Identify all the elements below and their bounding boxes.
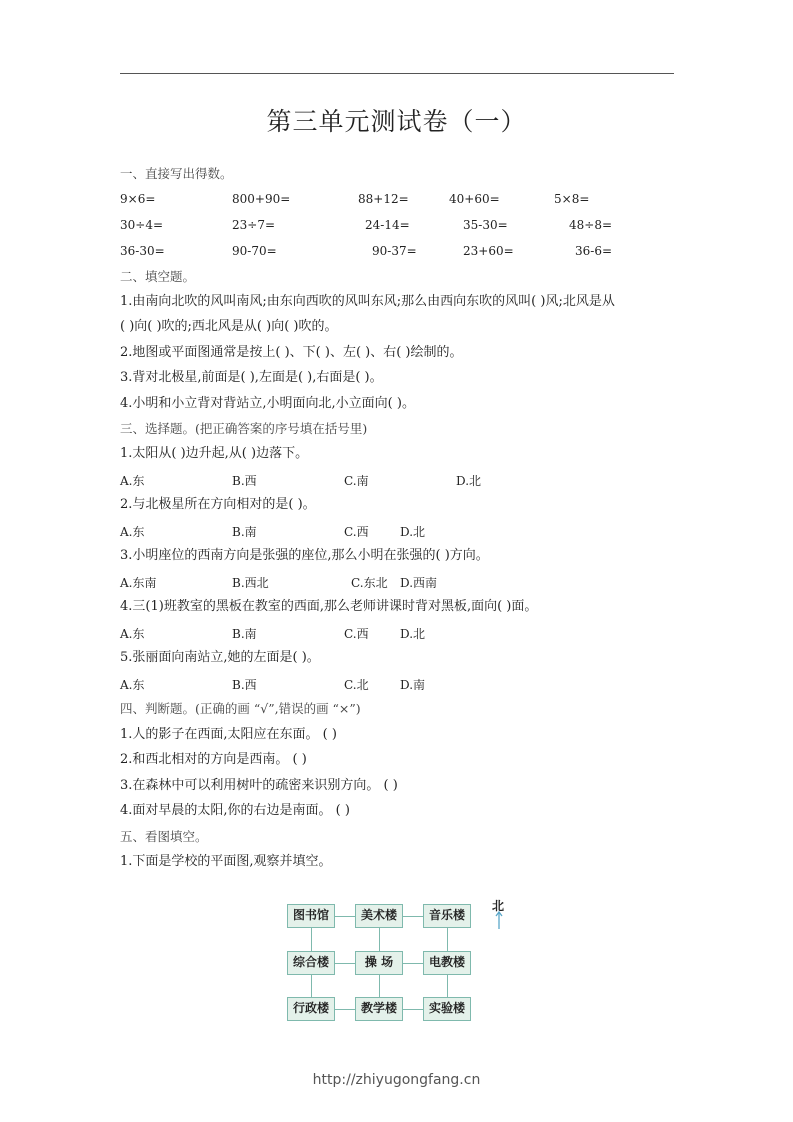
choice-option: B.南 <box>232 525 257 539</box>
section-1-heading: 一、直接写出得数。 <box>120 166 233 181</box>
calc-item: 800+90= <box>232 192 291 206</box>
playground: 操 场 <box>355 951 403 975</box>
choice-option: A.东 <box>120 627 145 641</box>
judge-question: 4.面对早晨的太阳,你的右边是南面。 ( ) <box>120 803 350 818</box>
connector-line <box>403 1009 423 1010</box>
choice-question: 2.与北极星所在方向相对的是( )。 <box>120 497 316 512</box>
choice-option: A.东 <box>120 525 145 539</box>
choice-option: C.西 <box>344 525 369 539</box>
judge-question: 3.在森林中可以利用树叶的疏密来识别方向。 ( ) <box>120 778 398 793</box>
building-library: 图书馆 <box>287 904 335 928</box>
calc-item: 24-14= <box>365 218 410 232</box>
choice-option: B.西 <box>232 678 257 692</box>
calc-item: 9×6= <box>120 192 156 206</box>
calc-item: 48÷8= <box>569 218 613 232</box>
choice-option: B.西 <box>232 474 257 488</box>
connector-line <box>447 928 448 951</box>
choice-option: D.南 <box>400 678 426 692</box>
judge-question: 1.人的影子在西面,太阳应在东面。 ( ) <box>120 727 337 742</box>
connector-line <box>403 963 423 964</box>
north-arrow-icon <box>493 910 505 930</box>
connector-line <box>335 1009 355 1010</box>
calc-item: 35-30= <box>463 218 508 232</box>
choice-question: 4.三(1)班教室的黑板在教室的西面,那么老师讲课时背对黑板,面向( )面。 <box>120 599 538 614</box>
building-lab: 实验楼 <box>423 997 471 1021</box>
connector-line <box>335 916 355 917</box>
section-2-heading: 二、填空题。 <box>120 269 196 284</box>
connector-line <box>379 928 380 951</box>
connector-line <box>311 928 312 951</box>
building-av: 电教楼 <box>423 951 471 975</box>
choice-option: B.西北 <box>232 576 269 590</box>
fill-question: 2.地图或平面图通常是按上( )、下( )、左( )、右( )绘制的。 <box>120 345 463 360</box>
choice-option: C.东北 <box>351 576 388 590</box>
north-label: 北 <box>492 899 505 913</box>
footer-url: http://zhiyugongfang.cn <box>312 1072 481 1088</box>
choice-option: A.东南 <box>120 576 157 590</box>
choice-option: C.南 <box>344 474 369 488</box>
calc-item: 23÷7= <box>232 218 276 232</box>
calc-item: 40+60= <box>449 192 500 206</box>
choice-option: B.南 <box>232 627 257 641</box>
connector-line <box>335 963 355 964</box>
building-music: 音乐楼 <box>423 904 471 928</box>
building-art: 美术楼 <box>355 904 403 928</box>
choice-option: D.北 <box>456 474 482 488</box>
judge-question: 2.和西北相对的方向是西南。 ( ) <box>120 752 307 767</box>
connector-line <box>379 975 380 997</box>
page-title: 第三单元测试卷（一） <box>266 107 527 136</box>
calc-item: 36-30= <box>120 244 165 258</box>
building-general: 综合楼 <box>287 951 335 975</box>
fill-question: ( )向( )吹的;西北风是从( )向( )吹的。 <box>120 319 338 334</box>
choice-option: C.北 <box>344 678 369 692</box>
fill-question: 4.小明和小立背对背站立,小明面向北,小立面向( )。 <box>120 396 415 411</box>
calc-item: 30÷4= <box>120 218 164 232</box>
choice-question: 3.小明座位的西南方向是张强的座位,那么小明在张强的( )方向。 <box>120 548 489 563</box>
choice-question: 1.太阳从( )边升起,从( )边落下。 <box>120 446 309 461</box>
calc-item: 36-6= <box>575 244 613 258</box>
calc-item: 5×8= <box>554 192 590 206</box>
choice-option: A.东 <box>120 474 145 488</box>
choice-option: A.东 <box>120 678 145 692</box>
connector-line <box>311 975 312 997</box>
section-5-heading: 五、看图填空。 <box>120 829 208 844</box>
connector-line <box>447 975 448 997</box>
choice-option: D.北 <box>400 525 426 539</box>
choice-option: D.西南 <box>400 576 438 590</box>
choice-option: C.西 <box>344 627 369 641</box>
fill-question: 3.背对北极星,前面是( ),左面是( ),右面是( )。 <box>120 370 383 385</box>
calc-item: 90-70= <box>232 244 277 258</box>
section-3-heading: 三、选择题。(把正确答案的序号填在括号里) <box>120 421 368 436</box>
calc-item: 23+60= <box>463 244 514 258</box>
calc-item: 88+12= <box>358 192 409 206</box>
section-4-heading: 四、判断题。(正确的画 “√”,错误的画 “×”) <box>120 701 361 716</box>
top-rule <box>120 73 674 74</box>
fill-question: 1.由南向北吹的风叫南风;由东向西吹的风叫东风;那么由西向东吹的风叫( )风;北风是从 <box>120 294 615 309</box>
calc-item: 90-37= <box>372 244 417 258</box>
choice-question: 5.张丽面向南站立,她的左面是( )。 <box>120 650 320 665</box>
connector-line <box>403 916 423 917</box>
building-teaching: 教学楼 <box>355 997 403 1021</box>
building-admin: 行政楼 <box>287 997 335 1021</box>
map-question: 1.下面是学校的平面图,观察并填空。 <box>120 854 332 869</box>
choice-option: D.北 <box>400 627 426 641</box>
